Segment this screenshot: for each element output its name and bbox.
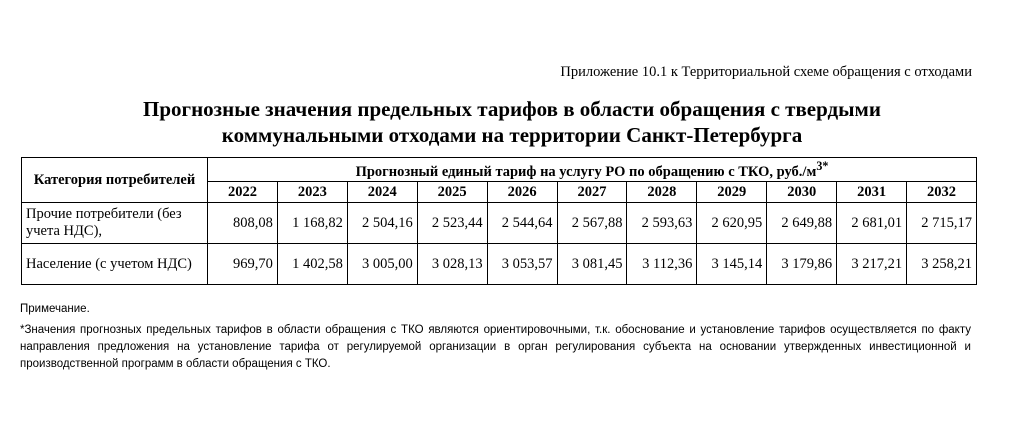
tariff-value-cell: 2 681,01 xyxy=(837,203,907,244)
tariff-value-cell: 1 168,82 xyxy=(277,203,347,244)
year-header: 2024 xyxy=(347,182,417,203)
tariff-value-cell: 3 112,36 xyxy=(627,244,697,285)
tariff-value-cell: 2 593,63 xyxy=(627,203,697,244)
category-cell: Прочие потребители (без учета НДС), xyxy=(22,203,208,244)
tariff-value-cell: 2 504,16 xyxy=(347,203,417,244)
tariff-value-cell: 2 715,17 xyxy=(907,203,977,244)
tariff-value-cell: 3 217,21 xyxy=(837,244,907,285)
tariff-value-cell: 2 620,95 xyxy=(697,203,767,244)
note-text: *Значения прогнозных предельных тарифов в области обращения с ТКО являются ориентировочными, т.к. обоснование и установление тарифов осуществляется по факту направления предложения на установление тарифа от регулируемой организации в орган регулирования субъекта на основании утвержденных инвестиционной и производственной программ в области обращения с ТКО. xyxy=(20,324,971,370)
table-row xyxy=(22,203,977,244)
appendix-reference: Приложение 10.1 к Территориальной схеме обращения с отходами xyxy=(560,64,972,80)
tariff-value-cell: 3 053,57 xyxy=(487,244,557,285)
year-header: 2028 xyxy=(627,182,697,203)
year-header: 2022 xyxy=(208,182,278,203)
year-header: 2026 xyxy=(487,182,557,203)
tariff-value-cell: 808,08 xyxy=(208,203,278,244)
tariff-value-cell: 3 258,21 xyxy=(907,244,977,285)
note-label: Примечание. xyxy=(20,303,90,315)
tariff-value-cell: 2 649,88 xyxy=(767,203,837,244)
document-title xyxy=(0,96,1024,148)
tariff-value-cell: 3 081,45 xyxy=(557,244,627,285)
tariff-group-header-text: Прогнозный единый тариф на услугу РО по обращению с ТКО, руб./м xyxy=(355,163,817,180)
year-header: 2032 xyxy=(907,182,977,203)
tariff-value-cell: 969,70 xyxy=(208,244,278,285)
title-line-1: Прогнозные значения предельных тарифов в области обращения с твердыми xyxy=(143,97,881,121)
title-line-2: коммунальными отходами на территории Санкт-Петербурга xyxy=(221,123,803,147)
table-header-row xyxy=(22,158,977,182)
year-header: 2025 xyxy=(417,182,487,203)
tariff-unit-superscript: 3* xyxy=(816,158,829,173)
year-header: 2027 xyxy=(557,182,627,203)
tariff-value-cell: 3 005,00 xyxy=(347,244,417,285)
tariff-value-cell: 2 544,64 xyxy=(487,203,557,244)
category-cell: Население (с учетом НДС) xyxy=(22,244,208,285)
tariff-value-cell: 3 145,14 xyxy=(697,244,767,285)
tariff-value-cell: 3 179,86 xyxy=(767,244,837,285)
tariff-value-cell: 2 523,44 xyxy=(417,203,487,244)
category-header: Категория потребителей xyxy=(22,158,208,203)
tariff-value-cell: 3 028,13 xyxy=(417,244,487,285)
table-row xyxy=(22,244,977,285)
year-header: 2029 xyxy=(697,182,767,203)
year-header: 2030 xyxy=(767,182,837,203)
table-body xyxy=(22,203,977,285)
tariff-table xyxy=(21,157,977,285)
tariff-group-header xyxy=(208,158,977,182)
year-header: 2031 xyxy=(837,182,907,203)
tariff-value-cell: 1 402,58 xyxy=(277,244,347,285)
tariff-value-cell: 2 567,88 xyxy=(557,203,627,244)
year-header: 2023 xyxy=(277,182,347,203)
